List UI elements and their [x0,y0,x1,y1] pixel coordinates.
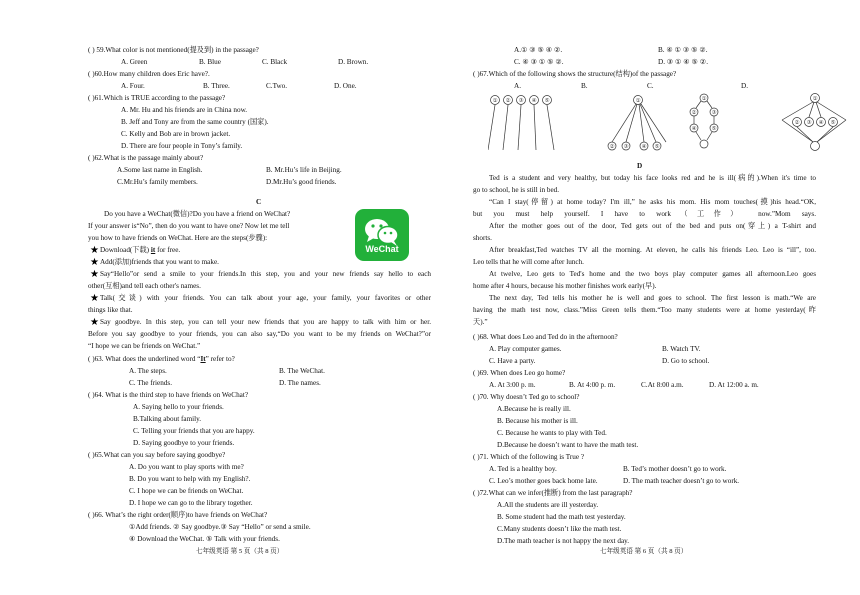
section-c-heading: C [256,198,262,206]
question-62-option-d: D.Mr.Hu’s good friends. [266,178,337,186]
question-71-option-c: C. Leo’s mother goes back home late. [489,477,598,485]
diagram-node-label: ④ [818,120,824,126]
star-icon: ★ [90,293,99,304]
question-61-option-a: A. Mr. Hu and his friends are in China now. [121,106,248,114]
passage-d-line: go to school, he is still in bed. [473,186,560,194]
question-72-option-c: C.Many students doesn’t like the math test. [497,525,622,533]
question-70-option-a: A.Because he is really ill. [497,405,571,413]
question-68-option-c: C. Have a party. [489,357,536,365]
passage-d-line: shorts. [473,234,492,242]
question-68-option-d: D. Go to school. [662,357,710,365]
step-1-text-a: Download(下载) [99,246,151,254]
question-69-option-d: D. At 12:00 a. m. [709,381,759,389]
step-5-line-2: Before you say goodbye to your friends, you can also say,“Do you want to be my friends on WeChat?”or [88,330,431,338]
question-65-option-c: C. I hope we can be friends on WeChat. [129,487,244,495]
step-4-line-2: things like that. [88,306,133,314]
wechat-logo [355,209,409,261]
question-70-option-b: B. Because his mother is ill. [497,417,578,425]
question-60-option-d: D. One. [334,82,357,90]
question-70-option-c: C. Because he wants to play with Ted. [497,429,607,437]
question-63-option-d: D. The names. [279,379,321,387]
page-footer-left: 七年级英语 第 5 页（共 8 页） [196,548,284,555]
question-72-option-d: D.The math teacher is not happy the next day. [497,537,630,545]
question-69-option-c: C.At 8:00 a.m. [641,381,684,389]
question-63-option-a: A. The steps. [129,367,167,375]
structure-diagrams [488,92,848,154]
star-icon: ★ [90,245,99,256]
question-62-option-a: A.Some last name in English. [117,166,203,174]
question-63-stem-c: ” refer to? [205,355,235,363]
diagram-node-label: ② [505,98,511,104]
question-71-option-a: A. Ted is a healthy boy. [489,465,557,473]
step-4-text-a: Talk(交谈) with your friends. You can talk about your age, your family, your favorites or other [99,294,431,302]
diagram-node-label: ③ [518,98,524,104]
question-59-option-c: C. Black [262,58,288,66]
question-63-stem [88,356,235,363]
diagram-node-label: ① [492,98,498,104]
question-71-option-d: D. The math teacher doesn’t go to work. [623,477,740,485]
question-67-option-a: A. [514,82,521,90]
passage-d-line: having the math test now, class.”Miss Green tells them.“Too many students were at home yesterday(昨 [473,306,816,314]
diagram-node-label: ② [609,144,615,150]
question-64-stem: ( )64. What is the third step to have friends on WeChat? [88,391,249,399]
question-72-option-a: A.All the students are ill yesterday. [497,501,599,509]
passage-d-line: After breakfast,Ted watches TV all the morning. At eleven, he calls his friends Leo. Leo is “ill”, too. [489,246,816,254]
question-67-option-c: C. [647,82,654,90]
step-1-underlined-it: it [150,246,156,254]
passage-d-line: home after 4 hours, because his mother finishes work early(早). [473,282,657,290]
question-68-stem: ( )68. What does Leo and Ted do in the afternoon? [473,333,618,341]
passage-d-line: “Can I stay(停留) at home today? I'm ill,” he asks his mom. His mom touches(摸)his head.“OK, [489,198,816,206]
step-5-line-3: “I hope we can be friends on WeChat.” [88,342,201,350]
star-icon: ★ [90,257,99,268]
question-66-option-b: B. ④ ① ③ ⑤ ②. [658,46,708,54]
diagram-node-label: ④ [691,126,697,132]
diagram-node-label: ③ [711,110,717,116]
question-59-option-b: B. Blue [199,58,221,66]
diagram-d [782,94,846,151]
diagram-node-label: ③ [623,144,629,150]
step-1-text-c: for free. [155,246,181,254]
diagram-node-label: ③ [806,120,812,126]
step-1 [90,247,180,254]
question-66-line-1: ①Add friends. ② Say goodbye.③ Say “Hello” or send a smile. [129,523,311,531]
question-63-stem-a: ( )63. What does the underlined word “ [88,355,201,363]
diagram-node-label: ② [794,120,800,126]
diagram-node-label: ① [635,98,641,104]
step-2-text: Add(添加)friends that you want to make. [99,258,219,266]
step-5-text-a: Say goodbye. In this step, you can tell your new friends that you are happy to talk with him or her. [99,318,431,326]
question-67-stem: ( )67.Which of the following shows the structure(结构)of the passage? [473,70,677,78]
question-65-stem: ( )65.What can you say before saying goodbye? [88,451,226,459]
question-61-stem: ( )61.Which is TRUE according to the passage? [88,94,226,102]
diagram-c [690,94,718,148]
question-63-option-c: C. The friends. [129,379,172,387]
question-64-option-b: B.Talking about family. [133,415,202,423]
question-72-stem: ( )72.What can we infer(推断) from the last paragraph? [473,489,633,497]
passage-d-line: The next day, Ted tells his mother he is well and goes to school. The first lesson is math.“We are [489,294,816,302]
question-64-option-c: C. Telling your friends that you are happy. [133,427,255,435]
question-66-option-c: C. ④ ③ ① ⑤ ②. [514,58,564,66]
question-66-option-a: A.① ③ ⑤ ④ ②. [514,46,563,54]
diagram-node-label: ⑤ [830,120,836,126]
diagram-node-label: ⑤ [654,144,660,150]
diagram-node-label: ④ [531,98,537,104]
question-63-option-b: B. The WeChat. [279,367,325,375]
question-67-option-b: B. [581,82,588,90]
wechat-logo-text: WeChat [365,244,399,254]
step-2 [90,259,219,266]
question-59-option-a: A. Green [121,58,148,66]
question-71-stem: ( )71. Which of the following is True ? [473,453,585,461]
star-icon: ★ [90,317,99,328]
question-60-option-b: B. Three. [203,82,230,90]
question-68-option-b: B. Watch TV. [662,345,701,353]
section-d-heading: D [637,162,643,170]
passage-c-line-3: you how to have friends on WeChat. Here are the steps(步骤): [88,234,268,242]
question-59-stem: ( ) 59.What color is not mentioned(提及到) in the passage? [88,46,259,54]
page-footer-right: 七年级英语 第 6 页（共 8 页） [600,548,688,555]
passage-d-line: Ted is a student and very healthy, but today his face looks red and he is ill(病的).When it's time to [489,174,816,182]
question-62-option-c: C.Mr.Hu’s family members. [117,178,198,186]
diagram-node-label: ④ [641,144,647,150]
passage-d-line: At twelve, Leo gets to Ted's home and the two boys play computer games all afternoon.Leo goes [489,270,816,278]
question-70-option-d: D.Because he doesn’t want to have the math test. [497,441,639,449]
diagram-node-label: ② [691,110,697,116]
diagram-number-labels [493,96,836,150]
question-66-line-2: ④ Download the WeChat. ⑤ Talk with your friends. [129,535,280,543]
question-61-option-d: D. There are four people in Tony’s family. [121,142,243,150]
diagram-node-label: ⑤ [711,126,717,132]
passage-d-line: 天).” [473,318,488,326]
step-3-text-a: Say“Hello”or send a smile to your friends.In this step, you and your new friends say hello to each [99,270,431,278]
passage-d-line: After the mother goes out of the door, Ted gets out of the bed and puts on(穿上) a T-shirt and [489,222,816,230]
question-62-option-b: B. Mr.Hu’s life in Beijing. [266,166,342,174]
passage-d-line: Leo tells that he will come after lunch. [473,258,584,266]
question-60-stem: ( )60.How many children does Eric have?. [88,70,210,78]
passage-c-line-1: Do you have a WeChat(微信)?Do you have a friend on WeChat? [104,210,291,218]
star-icon: ★ [90,269,99,280]
question-68-option-a: A. Play computer games. [489,345,562,353]
step-3-line-2: other(互相)and tell each other's names. [88,282,201,290]
question-61-option-c: C. Kelly and Bob are in brown jacket. [121,130,231,138]
question-63-stem-it: It [200,355,206,363]
question-65-option-d: D. I hope we can go to the library together. [129,499,253,507]
question-65-option-b: B. Do you want to help with my English?. [129,475,251,483]
question-62-stem: ( )62.What is the passage mainly about? [88,154,204,162]
page-right [430,0,860,595]
step-3-line-1 [90,271,431,278]
question-72-option-b: B. Some student had the math test yesterday. [497,513,626,521]
question-70-stem: ( )70. Why doesn’t Ted go to school? [473,393,580,401]
question-61-option-b: B. Jeff and Tony are from the same country (国家). [121,118,269,126]
step-4-line-1 [90,295,431,302]
question-69-stem: ( )69. When does Leo go home? [473,369,566,377]
question-65-option-a: A. Do you want to play sports with me? [129,463,244,471]
question-67-option-d: D. [741,82,748,90]
passage-d-line: but you must help yourself. I have to work（工作） now.”Mom says. [473,210,816,218]
diagram-node-label: ⑤ [544,98,550,104]
question-66-option-d: D. ③ ① ④ ⑤ ②. [658,58,708,66]
question-64-option-a: A. Saying hello to your friends. [133,403,224,411]
passage-c-line-2: If your answer is“No”, then do you want to have one? Now let me tell [88,222,290,230]
question-71-option-b: B. Ted’s mother doesn’t go to work. [623,465,727,473]
question-69-option-b: B. At 4:00 p. m. [569,381,616,389]
question-64-option-d: D. Saying goodbye to your friends. [133,439,235,447]
diagram-node-label: ① [812,96,818,102]
question-69-option-a: A. At 3:00 p. m. [489,381,536,389]
question-66-stem: ( )66. What’s the right order(顺序)to have friends on WeChat? [88,511,268,519]
diagram-node-label: ① [701,96,707,102]
question-60-option-a: A. Four. [121,82,145,90]
question-60-option-c: C.Two. [266,82,288,90]
question-59-option-d: D. Brown. [338,58,369,66]
step-5-line-1 [90,319,431,326]
